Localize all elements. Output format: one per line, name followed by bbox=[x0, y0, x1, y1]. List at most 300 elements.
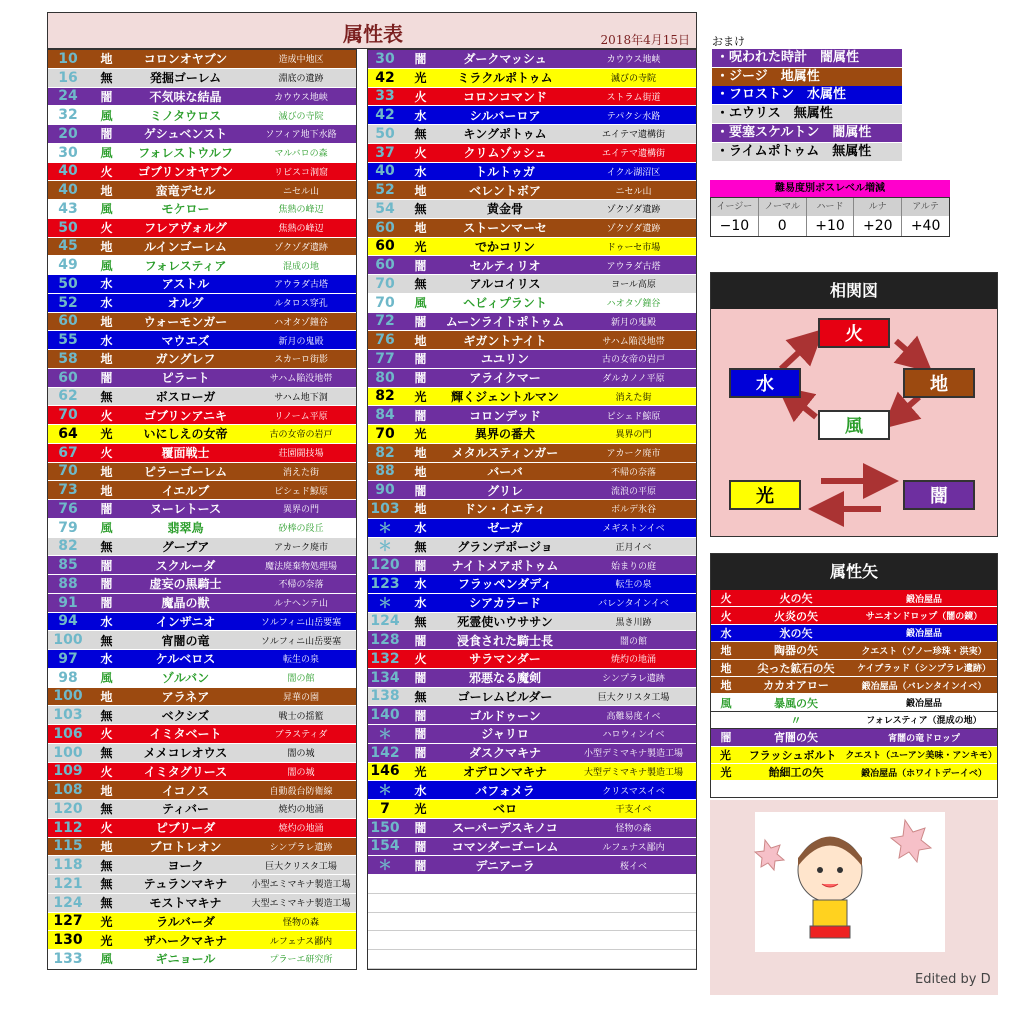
difficulty-header: ノーマル bbox=[759, 198, 807, 216]
boss-name: ベロ bbox=[492, 802, 517, 817]
boss-level: 79 bbox=[58, 519, 78, 536]
boss-element: 無 bbox=[100, 746, 113, 761]
boss-location: サハム地下洞 bbox=[274, 392, 328, 403]
boss-row bbox=[368, 88, 696, 107]
boss-location: ソフィア地下水路 bbox=[265, 130, 337, 141]
arrow-row bbox=[711, 625, 997, 642]
boss-location: 焦熱の峰辺 bbox=[278, 224, 324, 235]
boss-level: 60 bbox=[375, 219, 395, 236]
arrow-row bbox=[711, 694, 997, 711]
arrow-element: 光 bbox=[719, 748, 731, 762]
boss-level: 70 bbox=[375, 294, 395, 311]
boss-element: 闇 bbox=[414, 52, 427, 67]
boss-location: 流浪の平原 bbox=[610, 486, 656, 497]
boss-name: 蛮竜デセル bbox=[155, 183, 216, 198]
boss-name: ベレントボア bbox=[469, 183, 541, 198]
boss-element: 無 bbox=[100, 389, 113, 404]
arrow-element: 風 bbox=[720, 696, 732, 710]
boss-name: イミタグリース bbox=[143, 764, 228, 779]
boss-location: 滅びの寺院 bbox=[278, 111, 324, 122]
arrow-source: 鍛冶屋品 bbox=[905, 629, 942, 640]
boss-row bbox=[48, 650, 356, 669]
boss-level: 76 bbox=[58, 500, 78, 517]
boss-location: 昇華の園 bbox=[282, 692, 319, 703]
boss-level: 50 bbox=[58, 219, 78, 236]
arrow-element: 闇 bbox=[720, 731, 732, 745]
boss-level: 54 bbox=[375, 200, 395, 217]
boss-row bbox=[368, 781, 696, 800]
boss-row bbox=[368, 838, 696, 857]
boss-row bbox=[48, 613, 356, 632]
arrow-panel bbox=[710, 553, 998, 798]
boss-element: 風 bbox=[100, 202, 113, 217]
boss-level: ＊ bbox=[378, 539, 392, 556]
boss-level: 85 bbox=[58, 557, 78, 574]
boss-row bbox=[48, 331, 356, 350]
boss-row bbox=[48, 931, 356, 950]
boss-name: ケルベロス bbox=[155, 652, 216, 667]
arrow-name: 陶器の矢 bbox=[774, 644, 818, 658]
boss-name: ブロトレオン bbox=[149, 839, 222, 854]
boss-name: いにしえの女帝 bbox=[143, 427, 228, 442]
boss-name: フォレストウルフ bbox=[138, 146, 233, 161]
boss-location: 魔法廃棄物処理場 bbox=[264, 561, 337, 572]
boss-level: 70 bbox=[58, 407, 78, 424]
boss-location: ゾクゾダ遺跡 bbox=[606, 205, 661, 216]
boss-level: 88 bbox=[58, 575, 78, 592]
boss-row bbox=[368, 219, 696, 238]
boss-location: 異界の門 bbox=[282, 505, 319, 516]
boss-row bbox=[48, 913, 356, 932]
boss-location: 転生の泉 bbox=[282, 655, 319, 666]
boss-name: ゴブリンオヤブン bbox=[137, 164, 234, 179]
boss-element: 地 bbox=[414, 464, 427, 479]
arrow-row bbox=[711, 712, 997, 729]
boss-location: テパクシ水路 bbox=[606, 111, 661, 122]
boss-level: ＊ bbox=[378, 595, 392, 612]
boss-level: 82 bbox=[375, 388, 395, 405]
boss-name: 黄金骨 bbox=[486, 202, 523, 217]
boss-row bbox=[48, 519, 356, 538]
boss-row bbox=[368, 181, 696, 200]
boss-name: ゲシュベンスト bbox=[143, 127, 228, 142]
boss-level: 138 bbox=[370, 688, 400, 705]
boss-element: 闇 bbox=[414, 746, 427, 761]
boss-location: アウラダ古塔 bbox=[274, 280, 328, 291]
boss-element: 火 bbox=[100, 446, 113, 461]
boss-name: スクルーダ bbox=[155, 558, 216, 573]
difficulty-title: 難易度別ボスレベル増減 bbox=[710, 180, 950, 197]
boss-level: 50 bbox=[375, 125, 395, 142]
boss-level: 127 bbox=[53, 913, 83, 930]
omake-item: ・フロストン 水属性 bbox=[712, 86, 902, 104]
boss-element: 光 bbox=[100, 933, 113, 948]
boss-row bbox=[48, 763, 356, 782]
boss-row bbox=[48, 388, 356, 407]
boss-name: コロンデッド bbox=[469, 408, 541, 423]
boss-name: トルトゥガ bbox=[475, 164, 535, 179]
arrow-name: 尖った鉱石の矢 bbox=[757, 661, 835, 675]
credit-text: Edited by D bbox=[915, 972, 991, 987]
boss-element: 無 bbox=[414, 614, 427, 629]
boss-level: 100 bbox=[53, 744, 83, 761]
boss-row bbox=[48, 819, 356, 838]
boss-location: シンプラレ遺跡 bbox=[269, 842, 333, 853]
boss-row bbox=[368, 294, 696, 313]
boss-row bbox=[48, 800, 356, 819]
boss-level: 52 bbox=[375, 182, 395, 199]
boss-row bbox=[48, 313, 356, 332]
boss-level: 142 bbox=[370, 744, 400, 761]
boss-row bbox=[48, 538, 356, 557]
boss-name: ウォーモンガー bbox=[143, 314, 228, 329]
empty-row bbox=[368, 950, 696, 969]
boss-level: ＊ bbox=[378, 783, 392, 800]
boss-element: 闇 bbox=[414, 371, 427, 386]
boss-element: 水 bbox=[100, 614, 113, 629]
boss-location: サハム陥没地帯 bbox=[269, 374, 333, 385]
boss-element: 闇 bbox=[100, 502, 113, 517]
boss-element: 無 bbox=[100, 708, 113, 723]
corr-fire: 火 bbox=[818, 318, 890, 348]
boss-name: メタルスティンガー bbox=[451, 446, 559, 461]
boss-name: 邪悪なる魔剣 bbox=[468, 671, 541, 686]
boss-level: 108 bbox=[53, 782, 83, 799]
boss-element: 火 bbox=[100, 221, 113, 236]
date-label: 2018年4月15日 bbox=[600, 33, 690, 47]
left-boss-table bbox=[47, 49, 357, 970]
boss-row bbox=[48, 350, 356, 369]
difficulty-value: +40 bbox=[910, 218, 941, 234]
boss-name: アルコイリス bbox=[469, 277, 541, 292]
boss-element: 無 bbox=[414, 277, 427, 292]
boss-location: ドゥーセ市場 bbox=[606, 242, 661, 253]
boss-name: コマンダーゴーレム bbox=[451, 839, 559, 854]
boss-level: 20 bbox=[58, 125, 78, 142]
boss-location: アカーク廃市 bbox=[606, 449, 661, 460]
boss-element: 火 bbox=[100, 408, 113, 423]
boss-element: 火 bbox=[414, 146, 427, 161]
boss-row bbox=[48, 950, 356, 969]
omake-item: ・要塞スケルトン 闇属性 bbox=[712, 124, 902, 142]
boss-element: 闇 bbox=[414, 671, 427, 686]
boss-row bbox=[48, 106, 356, 125]
boss-element: 闇 bbox=[414, 821, 427, 836]
arrow-wind-water bbox=[791, 397, 816, 417]
boss-element: 地 bbox=[414, 183, 427, 198]
arrow-row bbox=[711, 660, 997, 677]
boss-row bbox=[48, 425, 356, 444]
boss-location: 消えた街 bbox=[615, 392, 652, 403]
boss-row bbox=[48, 744, 356, 763]
omake-item: ・エウリス 無属性 bbox=[712, 105, 902, 123]
boss-element: 無 bbox=[100, 539, 113, 554]
empty-row bbox=[368, 894, 696, 913]
arrow-row bbox=[711, 747, 997, 764]
boss-row bbox=[48, 144, 356, 163]
boss-element: 風 bbox=[100, 258, 113, 273]
boss-row bbox=[48, 481, 356, 500]
boss-location: ハロウィンイベ bbox=[602, 730, 665, 741]
boss-level: 60 bbox=[58, 369, 78, 386]
arrow-source: サニオンドロップ（闇の鏡） bbox=[865, 612, 983, 623]
boss-name: グープア bbox=[161, 539, 210, 554]
boss-level: 72 bbox=[375, 313, 395, 330]
boss-location: ルタロス穿孔 bbox=[274, 299, 328, 310]
boss-row bbox=[368, 688, 696, 707]
boss-location: カウウス地峡 bbox=[274, 92, 328, 103]
boss-name: 浸食された騎士長 bbox=[456, 633, 553, 648]
boss-row bbox=[368, 800, 696, 819]
boss-level: 24 bbox=[58, 88, 78, 105]
boss-level: 77 bbox=[375, 350, 395, 367]
boss-element: 火 bbox=[100, 727, 113, 742]
boss-location: ゾクゾダ遺跡 bbox=[606, 224, 661, 235]
boss-location: 砂棒の段丘 bbox=[278, 524, 324, 535]
boss-name: ナイトメアポトゥム bbox=[451, 558, 559, 573]
arrow-element: 火 bbox=[720, 592, 732, 606]
boss-location: 荘園闘技場 bbox=[278, 449, 324, 460]
boss-name: ドン・イエティ bbox=[463, 502, 547, 517]
boss-name: ボスローガ bbox=[155, 389, 216, 404]
arrow-source: 鍛冶屋品（バレンタインイベ） bbox=[861, 681, 987, 692]
boss-location: 黒き川跡 bbox=[615, 617, 652, 628]
boss-name: ギニョール bbox=[155, 952, 216, 967]
arrow-source: クエスト（ユーアン美味・アンキモ） bbox=[845, 751, 997, 762]
boss-level: 100 bbox=[53, 632, 83, 649]
boss-name: メメコレオウス bbox=[143, 746, 228, 761]
boss-location: 焼灼の地涌 bbox=[278, 805, 324, 816]
boss-location: 不帰の奈落 bbox=[610, 467, 656, 478]
boss-level: 70 bbox=[375, 425, 395, 442]
boss-level: 118 bbox=[53, 857, 83, 874]
boss-location: ハオタゾ鐘谷 bbox=[606, 299, 661, 310]
boss-location: ソルフィニ山岳要塞 bbox=[260, 617, 342, 628]
boss-name: ゴーレムビルダー bbox=[457, 689, 553, 704]
arrow-row bbox=[711, 642, 997, 659]
arrow-name: 火の矢 bbox=[779, 592, 813, 606]
boss-element: 風 bbox=[100, 521, 113, 536]
boss-level: 124 bbox=[370, 613, 400, 630]
boss-element: 光 bbox=[100, 914, 113, 929]
boss-level: 97 bbox=[58, 650, 78, 667]
boss-name: マウエズ bbox=[161, 333, 210, 348]
boss-level: ＊ bbox=[378, 726, 392, 743]
boss-element: 地 bbox=[100, 352, 113, 367]
boss-location: ブラスティダ bbox=[274, 730, 328, 741]
boss-location: 戦士の揺籃 bbox=[278, 711, 324, 722]
boss-location: アウラダ古塔 bbox=[606, 261, 661, 272]
arrow-fire-earth bbox=[896, 341, 919, 361]
boss-name: ピラート bbox=[161, 371, 210, 386]
corr-earth: 地 bbox=[903, 368, 975, 398]
boss-element: 火 bbox=[414, 652, 427, 667]
boss-name: 死霊使いウササン bbox=[457, 614, 553, 629]
boss-name: シルバーロア bbox=[469, 108, 541, 123]
boss-level: 123 bbox=[370, 575, 400, 592]
omake-item: ・呪われた時計 闇属性 bbox=[712, 49, 902, 67]
boss-row bbox=[368, 594, 696, 613]
boss-level: 103 bbox=[53, 707, 83, 724]
arrow-element: 地 bbox=[720, 661, 732, 675]
boss-row bbox=[368, 706, 696, 725]
boss-location: ゾクゾダ遺跡 bbox=[274, 242, 328, 253]
difficulty-value: +20 bbox=[854, 216, 902, 236]
boss-location: 滅びの寺院 bbox=[610, 74, 656, 85]
arrow-element: 地 bbox=[720, 679, 732, 693]
boss-name: 不気味な結晶 bbox=[149, 89, 222, 104]
boss-location: ピシェド鯨原 bbox=[606, 411, 661, 422]
correlation-title: 相関図 bbox=[711, 273, 997, 309]
boss-row bbox=[368, 856, 696, 875]
boss-row bbox=[368, 331, 696, 350]
boss-location: 焼灼の地涌 bbox=[610, 655, 656, 666]
boss-level: ＊ bbox=[378, 520, 392, 537]
boss-row bbox=[368, 200, 696, 219]
boss-level: 115 bbox=[53, 838, 83, 855]
arrow-name: 氷の矢 bbox=[779, 626, 813, 640]
boss-element: 闇 bbox=[414, 408, 427, 423]
boss-location: 桜イベ bbox=[619, 861, 647, 872]
boss-level: 42 bbox=[375, 107, 395, 124]
boss-level: 134 bbox=[370, 669, 400, 686]
boss-level: 84 bbox=[375, 407, 395, 424]
boss-element: 火 bbox=[100, 164, 113, 179]
arrow-row bbox=[711, 729, 997, 746]
boss-level: 132 bbox=[370, 650, 400, 667]
boss-row bbox=[368, 313, 696, 332]
boss-name: グリレ bbox=[486, 483, 523, 498]
boss-location: イクル湖沼区 bbox=[606, 167, 661, 178]
empty-row bbox=[368, 931, 696, 950]
boss-name: ピブリーダ bbox=[155, 821, 216, 836]
boss-row bbox=[48, 594, 356, 613]
boss-level: 52 bbox=[58, 294, 78, 311]
boss-location: 大型デミマキナ製造工場 bbox=[583, 767, 683, 778]
boss-name: ティバー bbox=[161, 802, 210, 817]
boss-location: 混成の地 bbox=[282, 261, 319, 272]
boss-element: 無 bbox=[414, 539, 427, 554]
boss-name: アストル bbox=[161, 277, 210, 292]
boss-row bbox=[368, 444, 696, 463]
boss-level: 10 bbox=[58, 50, 78, 67]
boss-row bbox=[48, 856, 356, 875]
boss-level: 40 bbox=[58, 163, 78, 180]
boss-element: 闇 bbox=[414, 558, 427, 573]
boss-row bbox=[48, 688, 356, 707]
boss-name: ゾルバン bbox=[161, 671, 210, 686]
boss-element: 地 bbox=[414, 221, 427, 236]
boss-row bbox=[368, 744, 696, 763]
boss-element: 闇 bbox=[100, 371, 113, 386]
boss-location: メギストンイベ bbox=[602, 524, 665, 535]
boss-row bbox=[368, 425, 696, 444]
boss-level: 60 bbox=[375, 238, 395, 255]
omake-item: ・ジージ 地属性 bbox=[712, 68, 902, 86]
boss-element: 風 bbox=[100, 108, 113, 123]
boss-location: 造成中地区 bbox=[278, 55, 324, 66]
arrow-name: 飴細工の矢 bbox=[768, 766, 824, 780]
boss-row bbox=[48, 631, 356, 650]
boss-level: 90 bbox=[375, 482, 395, 499]
boss-level: 32 bbox=[58, 107, 78, 124]
boss-element: 無 bbox=[100, 633, 113, 648]
boss-level: 70 bbox=[375, 275, 395, 292]
boss-element: 無 bbox=[100, 896, 113, 911]
boss-level: 150 bbox=[370, 819, 400, 836]
arrow-name: 火炎の矢 bbox=[774, 609, 818, 623]
boss-location: 大型エミマキナ製造工場 bbox=[251, 899, 351, 910]
boss-row bbox=[48, 181, 356, 200]
boss-element: 地 bbox=[100, 52, 113, 67]
boss-location: 古の女帝の岩戸 bbox=[269, 430, 333, 441]
boss-element: 地 bbox=[100, 689, 113, 704]
boss-element: 地 bbox=[414, 446, 427, 461]
boss-row bbox=[368, 275, 696, 294]
difficulty-header: ハード bbox=[807, 198, 855, 216]
boss-name: ヌーレトース bbox=[149, 502, 222, 517]
boss-location: リノーム平原 bbox=[274, 411, 328, 422]
boss-element: 水 bbox=[414, 108, 427, 123]
boss-level: 106 bbox=[53, 725, 83, 742]
boss-name: 発掘ゴーレム bbox=[149, 71, 222, 86]
boss-element: 地 bbox=[100, 239, 113, 254]
omake-label: おまけ bbox=[712, 35, 745, 48]
boss-level: 140 bbox=[370, 707, 400, 724]
boss-name: ストーンマーセ bbox=[463, 221, 547, 236]
boss-level: 58 bbox=[58, 350, 78, 367]
boss-location: サハム陥没地帯 bbox=[602, 336, 665, 347]
corr-dark: 闇 bbox=[903, 480, 975, 510]
boss-name: ムーンライトポトゥム bbox=[445, 314, 565, 329]
boss-element: 光 bbox=[414, 427, 427, 442]
boss-element: 闇 bbox=[414, 708, 427, 723]
boss-element: 闇 bbox=[414, 839, 427, 854]
boss-element: 風 bbox=[100, 146, 113, 161]
boss-name: ミノタウロス bbox=[149, 108, 222, 123]
boss-element: 水 bbox=[100, 296, 113, 311]
boss-location: マルバロの森 bbox=[274, 149, 328, 160]
boss-location: 巨大クリスタ工場 bbox=[597, 692, 670, 703]
boss-element: 火 bbox=[100, 821, 113, 836]
boss-row bbox=[48, 125, 356, 144]
boss-location: ハオタゾ鐘谷 bbox=[274, 317, 328, 328]
boss-location: 淵底の遺跡 bbox=[278, 74, 324, 85]
boss-location: 闇の館 bbox=[287, 674, 315, 685]
boss-element: 無 bbox=[100, 858, 113, 873]
boss-row bbox=[368, 163, 696, 182]
boss-element: 水 bbox=[414, 164, 427, 179]
arrow-element: 光 bbox=[720, 766, 732, 780]
arrow-name: フラッシュボルト bbox=[748, 748, 837, 762]
boss-row bbox=[368, 106, 696, 125]
boss-row bbox=[368, 631, 696, 650]
boss-location: ニセル山 bbox=[282, 186, 319, 197]
boss-level: 98 bbox=[58, 669, 78, 686]
difficulty-value: −10 bbox=[711, 216, 759, 236]
arrow-name: 〃 bbox=[790, 713, 802, 727]
boss-level: 109 bbox=[53, 763, 83, 780]
boss-row bbox=[48, 706, 356, 725]
arrow-source: フォレスティア（混成の地） bbox=[866, 716, 982, 727]
boss-location: 古の女帝の岩戸 bbox=[601, 355, 665, 366]
boss-location: シンプラレ遺跡 bbox=[602, 674, 665, 685]
boss-name: デニアーラ bbox=[475, 858, 535, 873]
boss-name: アラネア bbox=[161, 689, 210, 704]
boss-location: 始まりの庭 bbox=[610, 561, 656, 572]
boss-level: 30 bbox=[58, 144, 78, 161]
boss-element: 水 bbox=[414, 596, 427, 611]
